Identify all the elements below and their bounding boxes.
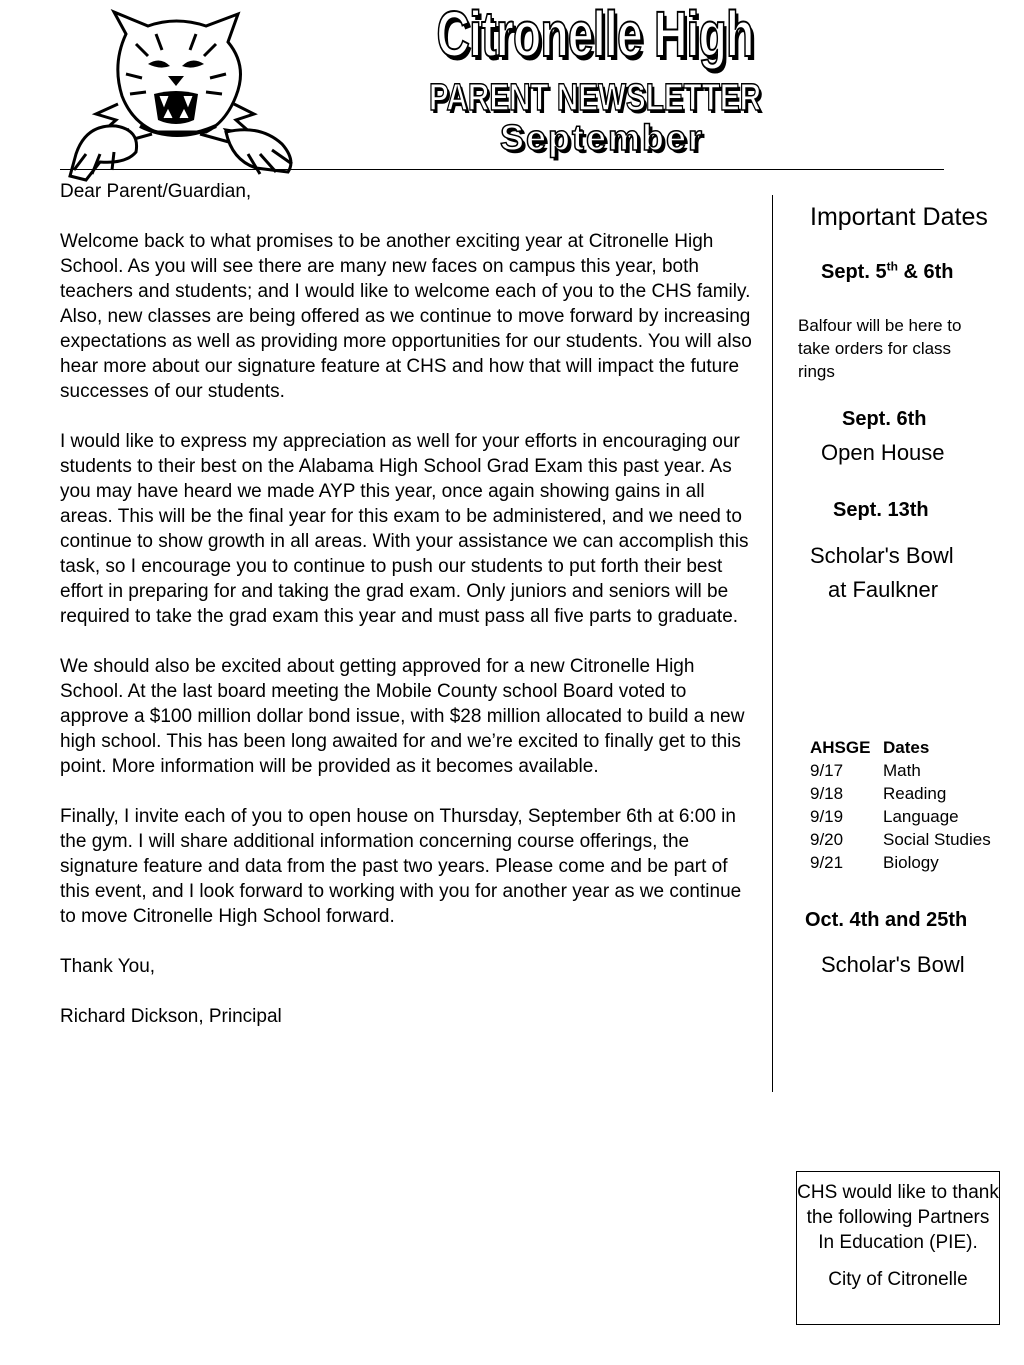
ahsge-row: [810, 759, 991, 782]
letter-paragraph: Finally, I invite each of you to open house on Thursday, September 6th at 6:00 in the gym. I will share additional information concerning course offerings, the signature feature and data from the past two years. Please come and be part of this event, and I look forward to working with you for another year as we continue to move Citronelle High School forward.: [60, 806, 742, 927]
ahsge-schedule: [810, 736, 991, 874]
event-date: Sept. 5th & 6th: [821, 259, 954, 283]
newsletter-title: PARENT NEWSLETTER: [428, 77, 762, 119]
school-name: Citronelle High: [436, 0, 754, 70]
ahsge-subject: Biology: [883, 853, 939, 872]
column-divider: [772, 195, 773, 1092]
header-divider: [60, 169, 944, 170]
ahsge-subject: Social Studies: [883, 830, 991, 849]
important-dates-heading: Important Dates: [810, 203, 988, 231]
ahsge-subject: Language: [883, 807, 959, 826]
event-description: Open House: [821, 440, 945, 465]
letter-signature: Richard Dickson, Principal: [60, 1006, 282, 1027]
ahsge-row: [810, 782, 991, 805]
event-date: Sept. 6th: [842, 408, 927, 430]
ahsge-row: [810, 805, 991, 828]
ahsge-date: 9/19: [810, 807, 844, 826]
letter-closing: Thank You,: [60, 956, 156, 977]
wildcat-mascot-icon: [56, 4, 306, 184]
ahsge-subject: Reading: [883, 784, 947, 803]
principal-letter: [60, 179, 760, 1054]
ahsge-date: 9/17: [810, 761, 844, 780]
letter-paragraph: I would like to express my appreciation as well for your efforts in encouraging our students to their best on the Alabama High School Grad Exam this past year. As you may have heard we made AYP this year, once again showing gains in all areas. This will be the final year for this exam to be administered, and we need to continue to show growth in all areas. With your assistance we can accomplish this task, so I encourage you to continue to push our students to put forth their best effort in preparing for and taking the grad exam. Only juniors and seniors will be required to take the grad exam this year and must pass all five parts to graduate.: [60, 431, 749, 627]
ahsge-row: [810, 828, 991, 851]
letter-paragraph: We should also be excited about getting approved for a new Citronelle High School. At the last board meeting the Mobile County school Board voted to approve a $100 million dollar bond issue, with $28 million allocated to build a new high school. This has been long awaited for and we’re excited to finally get to this point. More information will be provided as it becomes available.: [60, 656, 745, 777]
ahsge-header-right: Dates: [883, 738, 930, 757]
ahsge-header-left: AHSGE: [810, 738, 871, 757]
pie-partners-box: [796, 1171, 1000, 1325]
event-date: Oct. 4th and 25th: [805, 909, 968, 931]
event-description: at Faulkner: [828, 577, 939, 602]
ahsge-date: 9/21: [810, 853, 844, 872]
ahsge-header: [810, 736, 991, 759]
event-description: Scholar's Bowl: [810, 543, 954, 568]
letter-paragraph: Welcome back to what promises to be another exciting year at Citronelle High School. As you will see there are many new faces on campus this year, both teachers and students; and I would like to welcome each of you to the CHS family. Also, new classes are being offered as we continue to move forward by increasing expectations as well as providing more opportunities for our students. You will also hear more about our signature feature at CHS and how that will impact the future successes of our students.: [60, 231, 752, 402]
event-description: Scholar's Bowl: [821, 952, 965, 977]
ahsge-date: 9/18: [810, 784, 844, 803]
newsletter-month: September: [499, 117, 705, 158]
pie-partner: City of Citronelle: [828, 1269, 968, 1290]
letter-salutation: Dear Parent/Guardian,: [60, 181, 252, 202]
pie-text: CHS would like to thank the following Partners In Education (PIE).: [797, 1182, 999, 1253]
event-description: Balfour will be here to take orders for class rings: [798, 316, 962, 381]
ahsge-subject: Math: [883, 761, 921, 780]
ahsge-row: [810, 851, 991, 874]
event-date: Sept. 13th: [833, 499, 929, 521]
ahsge-date: 9/20: [810, 830, 844, 849]
